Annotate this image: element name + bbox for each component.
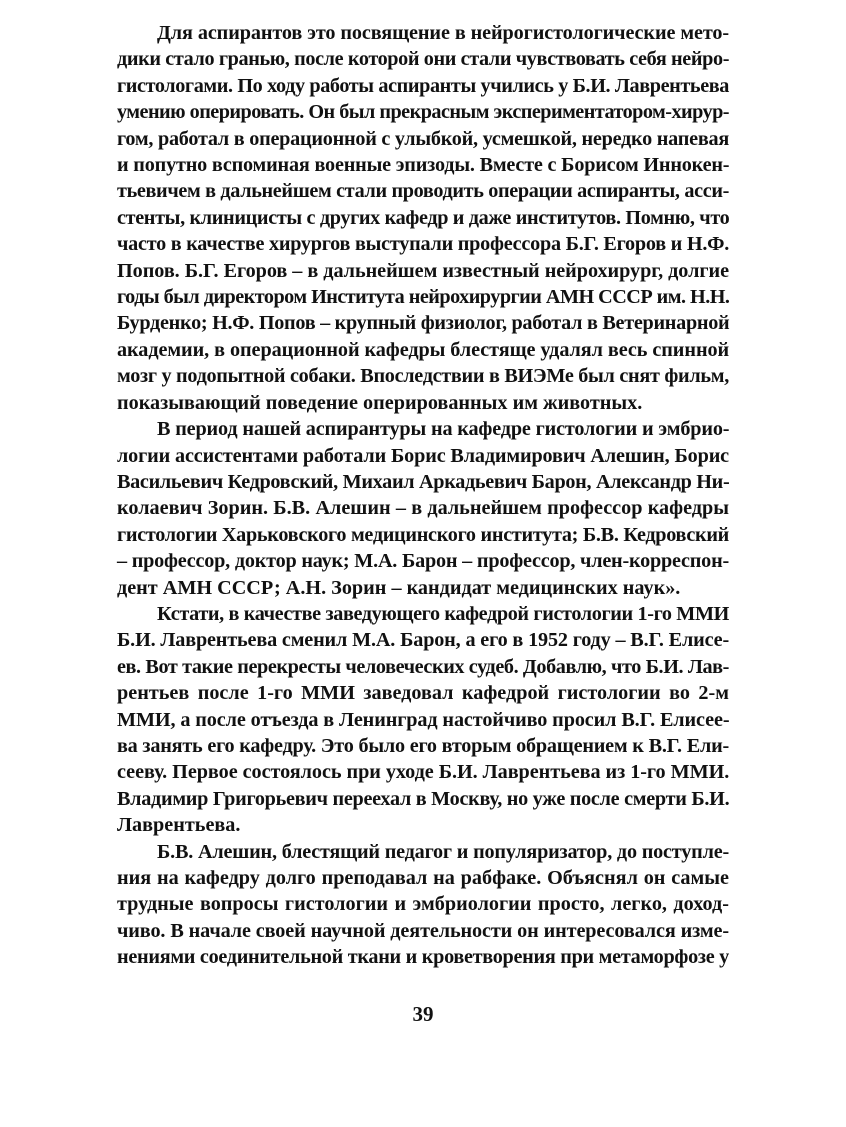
text-line: мозг у подопытной собаки. Впоследствии в ВИЭМе был снят фильм, [117,365,729,388]
text-line: Б.В. Алешин, блестящий педагог и популяризатор, до поступле- [157,840,729,863]
text-line: умению оперировать. Он был прекрасным экспериментатором-хирур- [117,101,729,124]
text-line: тьевичем в дальнейшем стали проводить операции аспиранты, асси- [117,180,729,203]
text-line: колаевич Зорин. Б.В. Алешин – в дальнейшем профессор кафедры [117,497,729,520]
text-line: рентьев после 1-го ММИ заведовал кафедрой гистологии во 2-м [117,682,729,705]
text-line: часто в качестве хирургов выступали профессора Б.Г. Егоров и Н.Ф. [117,233,730,256]
text-line: дент АМН СССР; А.Н. Зорин – кандидат медицинских наук». [117,576,681,599]
text-line: и попутно вспоминая военные эпизоды. Вместе с Борисом Иннокен- [117,154,730,177]
paragraph-2 [117,416,729,601]
text-line: гистологами. По ходу работы аспиранты учились у Б.И. Лаврентьева [117,74,729,97]
page-body [117,20,729,971]
paragraph-1 [117,20,729,416]
text-line: трудные вопросы гистологии и эмбриологии просто, легко, доход- [117,893,729,916]
text-line: академии, в операционной кафедры блестяще удалял весь спинной [117,338,730,361]
text-line: Попов. Б.Г. Егоров – в дальнейшем известный нейрохирург, долгие [117,259,729,282]
text-line: Кстати, в качестве заведующего кафедрой гистологии 1-го ММИ [157,602,729,625]
text-line: ев. Вот такие перекресты человеческих судеб. Добавлю, что Б.И. Лав- [117,655,729,678]
text-line: гистологии Харьковского медицинского института; Б.В. Кедровский [117,523,729,546]
paragraph-4 [117,839,729,971]
text-line: стенты, клиницисты с других кафедр и даже институтов. Помню, что [117,206,730,229]
page-number: 39 [412,1002,434,1026]
text-line: чиво. В начале своей научной деятельности он интересовался изме- [117,919,729,942]
text-line: В период нашей аспирантуры на кафедре гистологии и эмбрио- [157,418,730,441]
text-line: сееву. Первое состоялось при уходе Б.И. Лаврентьева из 1-го ММИ. [117,761,730,784]
text-line: ва занять его кафедру. Это было его вторым обращением к В.Г. Ели- [117,734,729,757]
text-line: Владимир Григорьевич переехал в Москву, но уже после смерти Б.И. [117,787,730,810]
text-line: гом, работал в операционной с улыбкой, усмешкой, нередко напевая [117,127,729,150]
text-line: логии ассистентами работали Борис Владимирович Алешин, Борис [117,444,729,467]
text-line: нениями соединительной ткани и кроветворения при метаморфозе у [117,946,729,969]
text-line: дики стало гранью, после которой они стали чувствовать себя нейро- [117,48,730,71]
text-line: Для аспирантов это посвящение в нейрогистологические мето- [157,22,729,44]
text-line: Бурденко; Н.Ф. Попов – крупный физиолог, работал в Ветеринарной [117,312,730,335]
text-line: – профессор, доктор наук; М.А. Барон – профессор, член-корреспон- [117,550,729,573]
paragraph-3 [117,601,729,839]
text-line: годы был директором Института нейрохирургии АМН СССР им. Н.Н. [117,286,730,309]
text-line: Б.И. Лаврентьева сменил М.А. Барон, а его в 1952 году – В.Г. Елисе- [117,629,729,652]
text-line: ММИ, а после отъезда в Ленинград настойчиво просил В.Г. Елисее- [117,708,730,731]
text-line: Лаврентьева. [117,814,241,837]
text-line: показывающий поведение оперированных им животных. [117,391,643,414]
text-line: Васильевич Кедровский, Михаил Аркадьевич Барон, Александр Ни- [117,470,730,493]
text-line: ния на кафедру долго преподавал на рабфаке. Объяснял он самые [117,867,729,889]
